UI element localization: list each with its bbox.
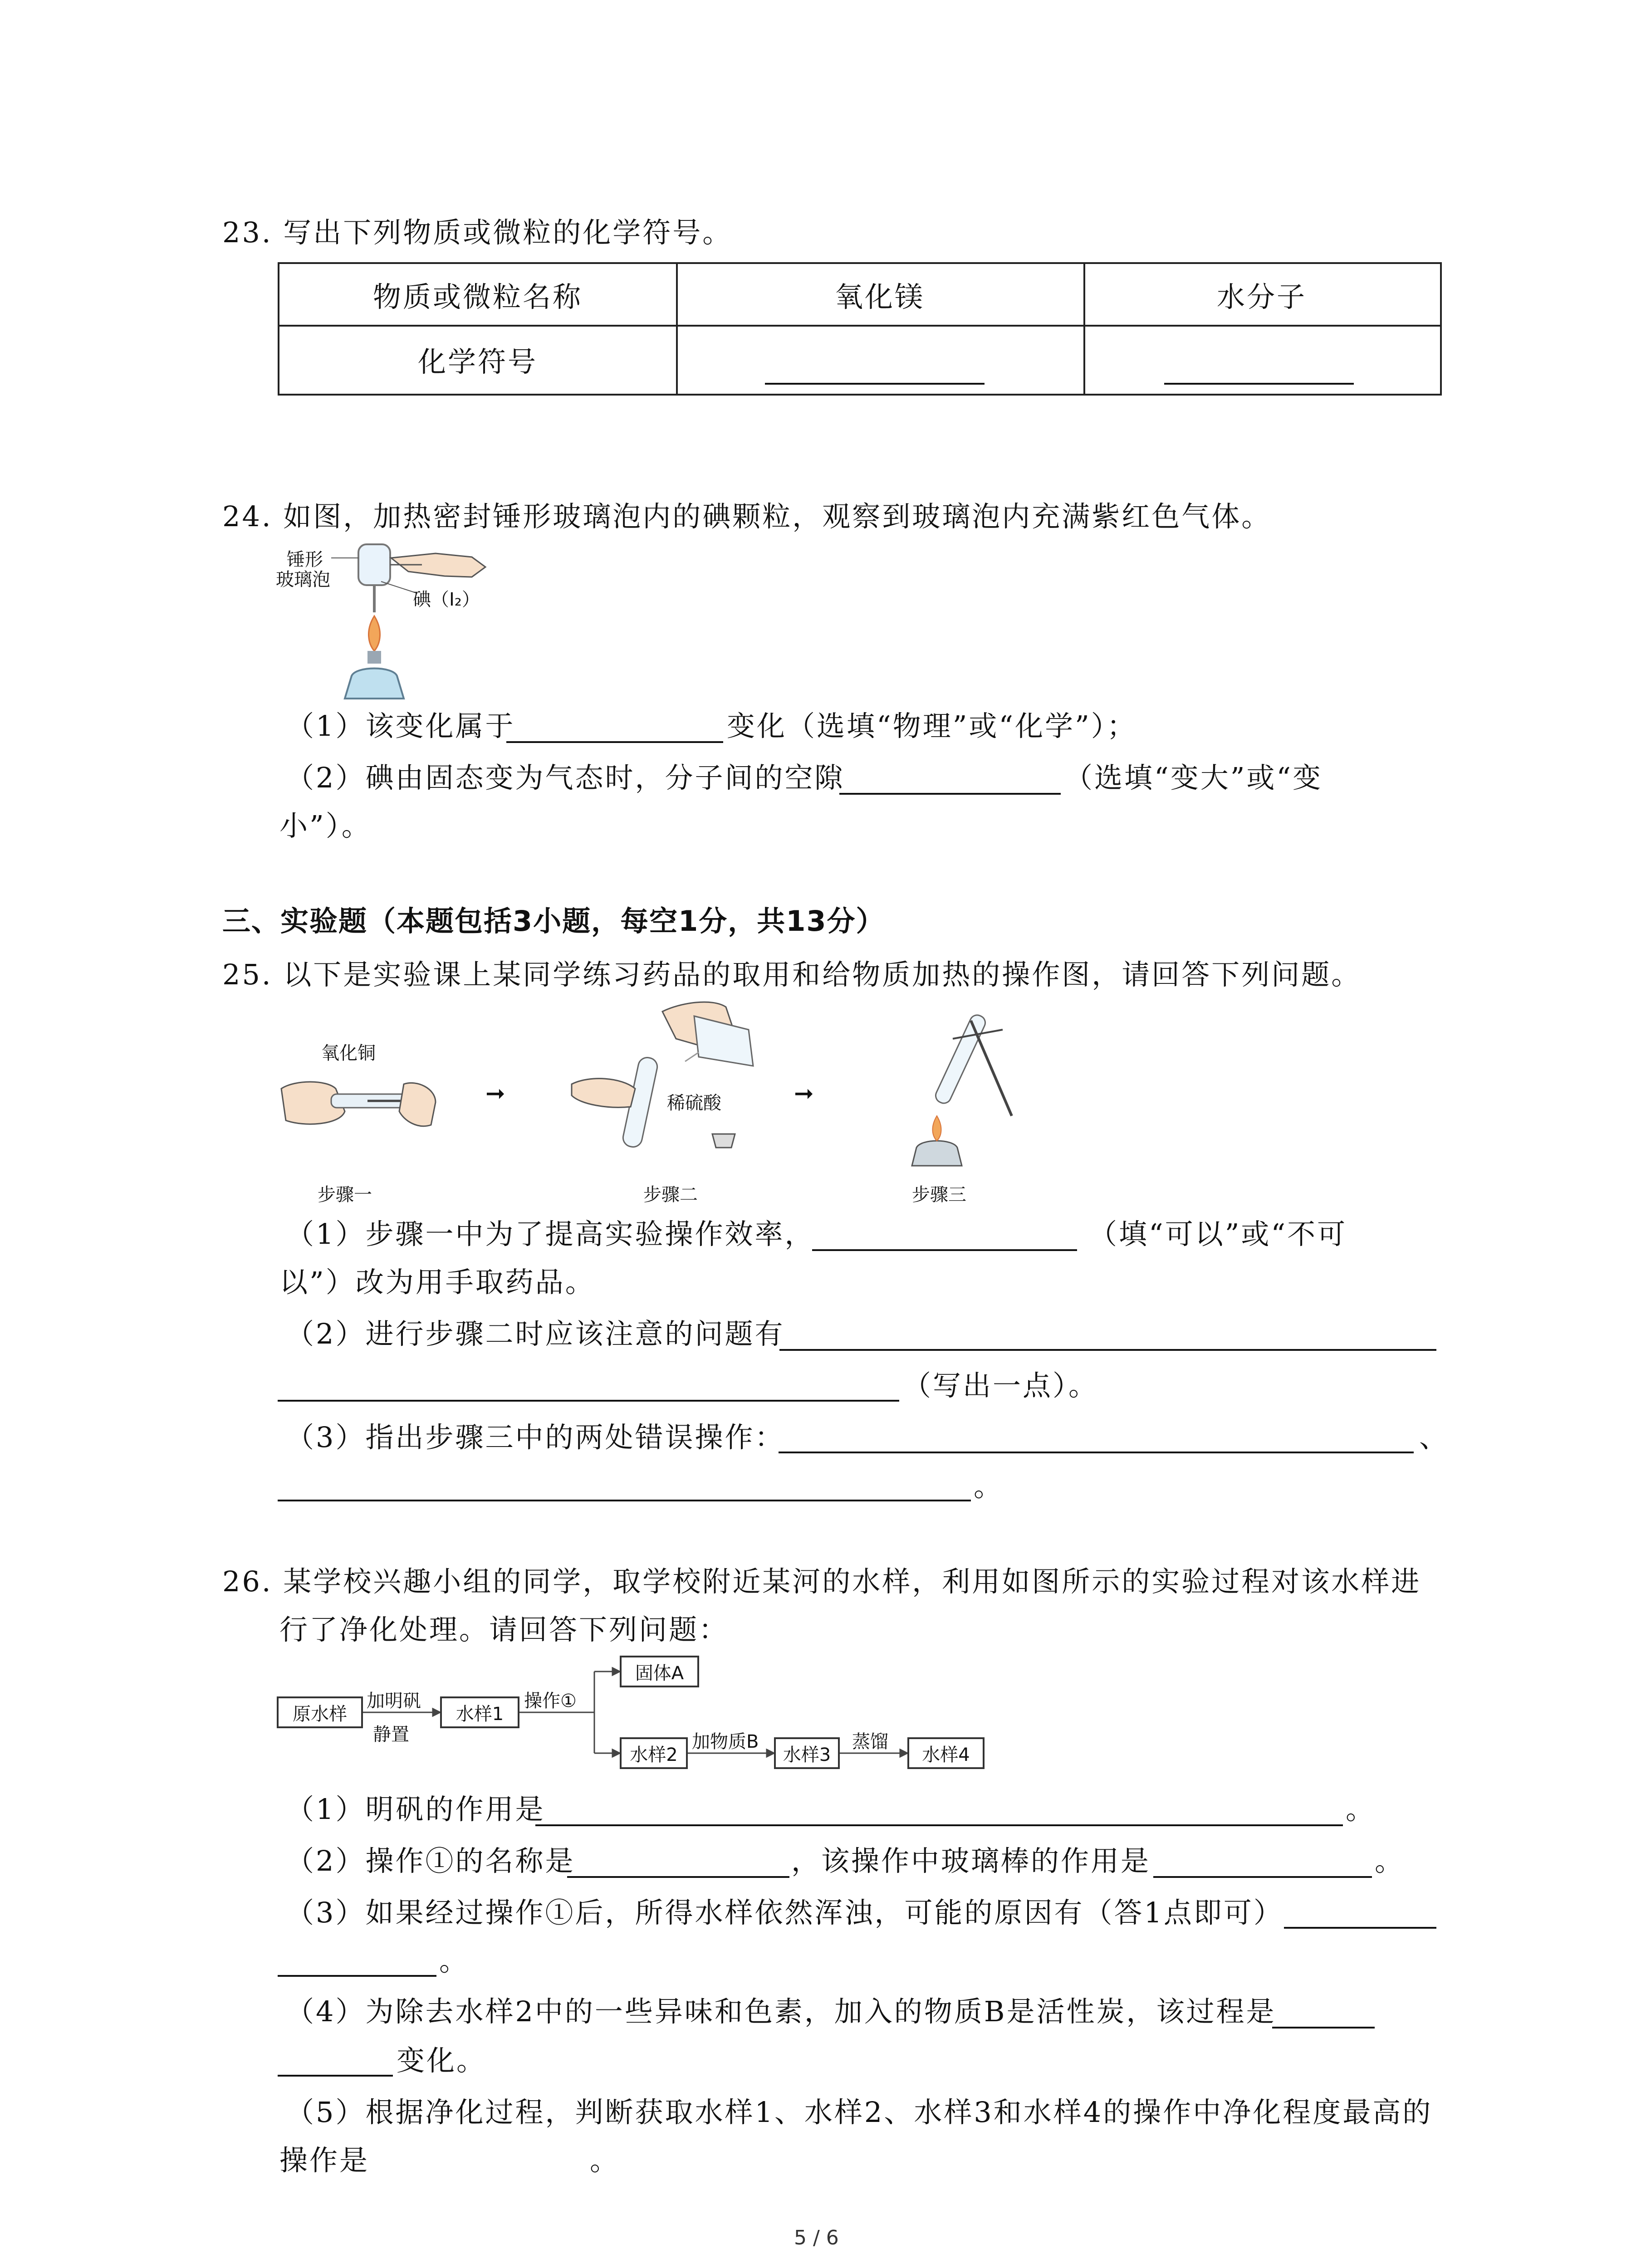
q26-blank-3b[interactable] <box>278 1975 436 1977</box>
q26-p3-a: （3）如果经过操作①后，所得水样依然浑浊，可能的原因有（答1点即可） <box>286 1896 1283 1929</box>
q23-table <box>278 262 1442 396</box>
q25-p1-b: （填“可以”或“不可 <box>1089 1217 1347 1251</box>
q23-stem: 23. 写出下列物质或微粒的化学符号。 <box>222 216 733 249</box>
q25-p3-a: （3）指出步骤三中的两处错误操作： <box>286 1421 785 1454</box>
q26-p4-b: 变化。 <box>397 2044 487 2077</box>
label-settle: 静置 <box>373 1724 409 1745</box>
q26-p4-a: （4）为除去水样2中的一些异味和色素，加入的物质B是活性炭，该过程是 <box>286 1995 1276 2028</box>
box-sample-2: 水样2 <box>620 1737 688 1769</box>
bulb-label-2: 玻璃泡 <box>276 569 330 590</box>
q25-stem: 25. 以下是实验课上某同学练习药品的取用和给物质加热的操作图，请回答下列问题。 <box>222 958 1362 991</box>
q26-blank-3a[interactable] <box>1284 1927 1436 1929</box>
q26-p2-end: 。 <box>1375 1844 1405 1877</box>
q26-stem-2: 行了净化处理。请回答下列问题： <box>279 1613 729 1646</box>
label-operation-1: 操作① <box>524 1691 577 1711</box>
q25-blank-3b[interactable] <box>278 1500 971 1501</box>
purification-flow-diagram <box>277 1647 1003 1783</box>
table-header-water: 水分子 <box>1216 280 1307 313</box>
step1-figure <box>277 1052 440 1157</box>
q25-blank-2b[interactable] <box>278 1400 899 1402</box>
q25-p3-sep: 、 <box>1419 1421 1450 1454</box>
q26-blank-1[interactable] <box>535 1824 1343 1826</box>
q26-p3-end: 。 <box>439 1944 470 1977</box>
q26-blank-2a[interactable] <box>567 1876 789 1878</box>
q26-p1-end: 。 <box>1346 1793 1376 1826</box>
step2-label: 步骤二 <box>643 1184 698 1205</box>
q24-p1-a: （1）该变化属于 <box>286 709 515 743</box>
arrow-2: ➞ <box>794 1080 816 1107</box>
arrow-1: ➞ <box>485 1080 507 1107</box>
q26-p5-a: （5）根据净化过程，判断获取水样1、水样2、水样3和水样4的操作中净化程度最高的 <box>286 2096 1433 2129</box>
q24-p2-a: （2）碘由固态变为气态时，分子间的空隙 <box>286 761 845 794</box>
q25-blank-3a[interactable] <box>779 1452 1414 1453</box>
answer-blank-water[interactable] <box>1164 383 1354 385</box>
q24-blank-1[interactable] <box>506 741 723 743</box>
q26-blank-5[interactable] <box>370 2175 588 2177</box>
q26-p5-end: 。 <box>590 2144 620 2177</box>
bulb-label-1: 锤形 <box>287 549 323 570</box>
q24-p2-b: （选填“变大”或“变 <box>1064 761 1323 794</box>
step1-label: 步骤一 <box>318 1184 372 1205</box>
q25-p1-c: 以”）改为用手取药品。 <box>279 1266 595 1299</box>
q25-blank-2a[interactable] <box>779 1349 1436 1351</box>
q26-blank-4a[interactable] <box>1272 2027 1375 2028</box>
step3-label: 步骤三 <box>912 1184 966 1205</box>
q25-blank-1[interactable] <box>812 1249 1077 1251</box>
q26-p2-a: （2）操作①的名称是 <box>286 1844 575 1877</box>
q26-blank-4b[interactable] <box>278 2075 393 2077</box>
q24-p1-b: 变化（选填“物理”或“化学”）； <box>727 709 1137 743</box>
step3-figure <box>885 1002 1039 1170</box>
label-distill: 蒸馏 <box>852 1731 888 1752</box>
table-header-mgo: 氧化镁 <box>834 280 925 313</box>
q26-stem-1: 26. 某学校兴趣小组的同学，取学校附近某河的水样，利用如图所示的实验过程对该水样进 <box>222 1565 1421 1598</box>
label-copper-oxide: 氧化铜 <box>321 1043 376 1064</box>
iodine-bulb-figure <box>272 540 508 703</box>
box-sample-3: 水样3 <box>774 1737 840 1769</box>
q26-p1-a: （1）明矾的作用是 <box>286 1793 545 1826</box>
q25-p3-end: 。 <box>974 1470 1004 1503</box>
q24-p2-c: 小”）。 <box>279 809 372 842</box>
section-3-title: 三、实验题（本题包括3小题，每空1分，共13分） <box>222 904 885 938</box>
q25-p2-a: （2）进行步骤二时应该注意的问题有 <box>286 1317 785 1350</box>
iodine-label: 碘（I₂） <box>413 589 480 610</box>
box-sample-1: 水样1 <box>440 1696 519 1728</box>
q25-p2-b: （写出一点）。 <box>903 1369 1099 1402</box>
q24-stem: 24. 如图，加热密封锤形玻璃泡内的碘颗粒，观察到玻璃泡内充满紫红色气体。 <box>222 500 1272 533</box>
label-add-b: 加物质B <box>692 1731 759 1752</box>
q24-blank-2[interactable] <box>839 793 1061 795</box>
answer-blank-mgo[interactable] <box>765 383 985 385</box>
table-row-label: 化学符号 <box>417 345 538 378</box>
q26-blank-2b[interactable] <box>1153 1876 1372 1878</box>
table-header-name: 物质或微粒名称 <box>372 280 583 313</box>
page-number: 5 / 6 <box>794 2226 839 2249</box>
step2-figure <box>563 998 798 1170</box>
q25-p1-a: （1）步骤一中为了提高实验操作效率， <box>286 1217 815 1251</box>
q26-p5-b: 操作是 <box>279 2144 370 2177</box>
label-dilute-acid: 稀硫酸 <box>667 1093 721 1114</box>
label-add-alum: 加明矾 <box>367 1691 421 1711</box>
q26-p2-b: ，该操作中玻璃棒的作用是 <box>791 1844 1151 1877</box>
box-raw-water: 原水样 <box>277 1696 363 1728</box>
box-sample-4: 水样4 <box>907 1737 985 1769</box>
box-solid-a: 固体A <box>620 1656 699 1687</box>
